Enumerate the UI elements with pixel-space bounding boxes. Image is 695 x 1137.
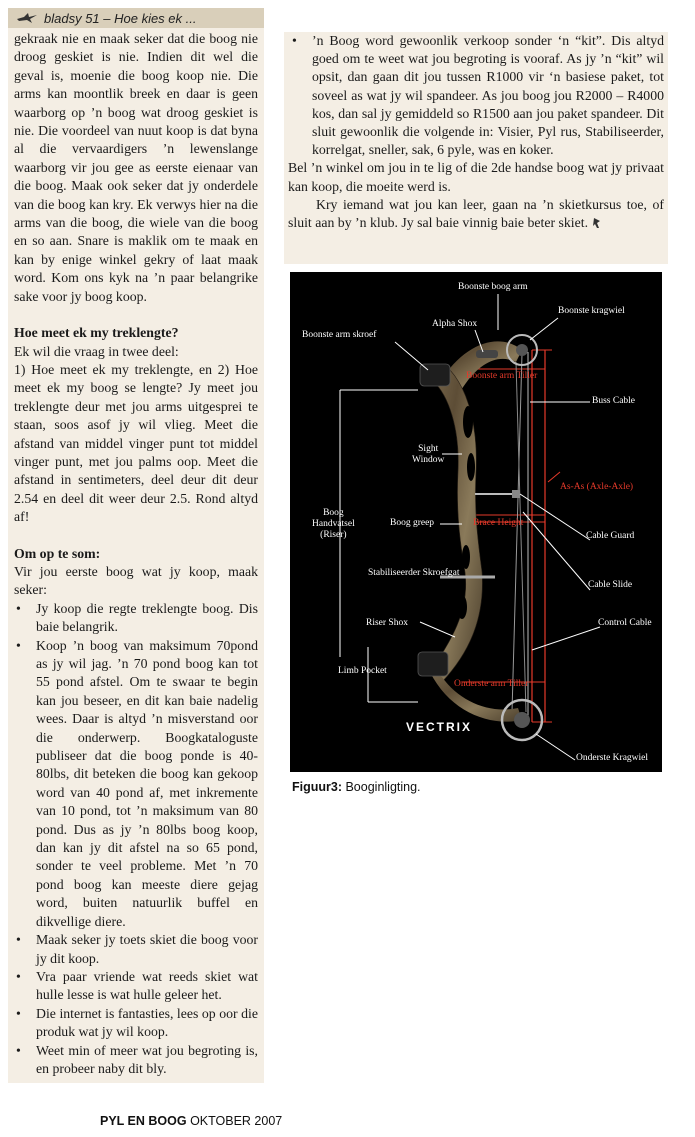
label-cable-guard: Cable Guard	[586, 531, 635, 541]
label-control-cable: Control Cable	[598, 618, 652, 628]
label-onderste-arm-tiller: Onderste arm Tiller	[454, 679, 529, 689]
label-alpha-shox: Alpha Shox	[432, 319, 478, 329]
paragraph-measure: 1) Hoe meet ek my treklengte, en 2) Hoe meet ek my boog se lengte? Jy meet jou treklengte deur met jou arms uitgesprei te staan, soos asof jy wil vlieg. Meet die afstand van middel vinger punt tot middel vinger punt, met jou palms oop. Meet die afstand in sentimeters, deel deur dit deur 2.54 en deel dit weer deur 2.5. Rond altyd af!	[14, 361, 258, 525]
summary-list	[14, 600, 258, 1079]
label-stabiliseerder-skroefgat: Stabiliseerder Skroefgat	[368, 568, 460, 578]
bird-icon	[16, 12, 38, 24]
page-footer	[100, 1114, 282, 1128]
paragraph-question: Ek wil die vraag in twee deel:	[14, 343, 179, 359]
page-title: bladsy 51 – Hoe kies ek ...	[44, 10, 197, 26]
magazine-name: PYL EN BOOG	[100, 1114, 187, 1128]
bow-diagram	[290, 272, 662, 772]
list-item: • Maak seker jy toets skiet die boog voor jy dit koop.	[14, 931, 258, 968]
page-header	[8, 8, 264, 28]
left-column	[8, 28, 264, 1083]
list-item: • Die internet is fantasties, lees op oor die produk wat jy wil koop.	[14, 1005, 258, 1042]
label-boog-handvatsel: Boog Handvatsel (Riser)	[312, 508, 355, 540]
list-item: • Vra paar vriende wat reeds skiet wat hulle lesse is wat hulle geleer het.	[14, 968, 258, 1005]
label-cable-slide: Cable Slide	[588, 580, 633, 590]
paragraph-learn: Kry iemand wat jou kan leer, gaan na ’n skietkursus toe, of sluit aan by ’n klub. Jy sal baie vinnig baie beter skiet.	[288, 196, 664, 231]
end-mark-icon	[592, 217, 602, 229]
paragraph-shop: Bel ’n winkel om jou in te lig of die 2de handse boog wat jy privaat kan koop, die moeite werd is.	[288, 160, 664, 194]
list-item: • Weet min of meer wat jou begroting is, en probeer naby dit bly.	[14, 1042, 258, 1079]
list-item: • Jy koop die regte treklengte boog. Dis baie belangrik.	[14, 600, 258, 637]
label-limb-pocket: Limb Pocket	[338, 666, 387, 676]
label-sight-window: Sight Window	[412, 444, 445, 465]
label-buss-cable: Buss Cable	[592, 396, 636, 406]
label-boonste-arm-skroef: Boonste arm skroef	[302, 330, 377, 340]
label-boonste-boog-arm: Boonste boog arm	[458, 282, 528, 292]
label-boog-greep: Boog greep	[390, 518, 435, 528]
label-riser-shox: Riser Shox	[366, 618, 408, 628]
heading-summary: Om op te som:	[14, 545, 101, 561]
figure-caption: Figuur3: Booginligting.	[292, 780, 421, 794]
label-onderste-kragwiel: Onderste Kragwiel	[576, 753, 649, 763]
right-column	[284, 32, 668, 264]
intro-paragraph: gekraak nie en maak seker dat die boog nie droog geskiet is nie. Indien dit wel die geval is, moenie die boog koop nie. Die arms kan moontlik breek en daar is geen waarborg op ’n boog wat droog geskiet is nie. Die voordeel van nuut koop is dat byna al die vervaardigers ’n lewenslange waarborg vir jou gee as eerste eienaar van die boog. Maak ook seker dat jy onderdele van die boog kan kry. Ek verwys hier na die arms van die boog, die wiele van die boog en so aan. Snare is maklik om te maak en kan by enige winkel gekry of laat maak word. Kom ons kyk na ’n paar belangrike sake voor jy boog koop.	[14, 31, 258, 304]
label-brace-height: Brace Height	[473, 518, 524, 528]
label-as-as: As-As (Axle-Axle)	[560, 482, 634, 492]
label-boonste-arm-tiller: Boonste arm Tiller	[466, 371, 538, 381]
label-boonste-kragwiel: Boonste kragwiel	[558, 306, 625, 316]
heading-treklengte: Hoe meet ek my treklengte?	[14, 325, 179, 341]
list-item: • ’n Boog word gewoonlik verkoop sonder ‘n “kit”. Dis altyd goed om te weet wat jou begroting is vooraf. As jy ’n “kit” wil opsit, dan gaan dit jou tussen R1000 vir ‘n basiese paket, tot soveel as wat jy wil spandeer. As jou boog jou R2000 – R4000 kos, dan sal jy gemiddeld so R1500 aan jou paket spandeer. Dit sluit gewoonlik die volgende in: Visier, Pyl rus, Stabiliseerder, korrelgat, sneller, sak, 6 pyle, was en koker.	[288, 32, 664, 159]
issue-date: OKTOBER 2007	[186, 1114, 283, 1128]
kit-list	[288, 32, 664, 159]
list-item: • Koop ’n boog van maksimum 70pond as jy wil jag. ’n 70 pond boog kan tot 55 pond afstel. Om te swaar te begin kan jou beseer, en dit kan baie nadelig wees. Daar is altyd ’n misverstand oor die onderwerp. Boogkataloguste publiseer dat die boog ponde is 40-80lbs, dit beteken die boog kan gekoop word van 40 pond af, met inkremente van 10 pond, tot ’n maksimum van 80 pond. Dus as jy ’n 80lbs boog koop, dan kan jy dit afstel na so 65 pond, sonder te veel probleme. Met ’n 70 pond boog kan meeste diere gejag word, buiten natuurlik buffel en dikvellige diere.	[14, 637, 258, 932]
brand-logo: VECTRIX	[406, 720, 473, 734]
paragraph-summary-intro: Vir jou eerste boog wat jy koop, maak seker:	[14, 563, 258, 598]
